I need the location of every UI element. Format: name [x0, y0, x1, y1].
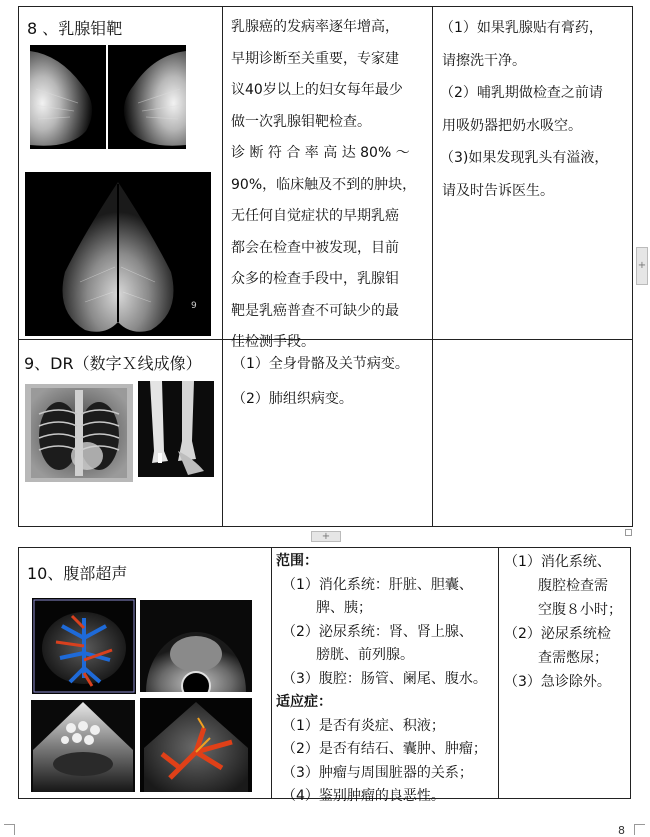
- table-insert-column-icon[interactable]: +: [636, 247, 648, 285]
- description-line: 都会在检查中被发现，目前: [231, 239, 399, 256]
- scope-line: （2）泌尿系统：肾、肾上腺、: [282, 623, 473, 640]
- section8-notes: [440, 12, 630, 207]
- description-line: 乳腺癌的发病率逐年增高，: [231, 19, 399, 35]
- section10-notes: [504, 550, 632, 694]
- scope-heading: 范围：: [276, 553, 318, 569]
- description-line: 做一次乳腺钼靶检查。: [231, 113, 371, 130]
- section9-empty-cell: [433, 340, 633, 527]
- description-line: 众多的检查手段中，乳腺钼: [231, 271, 399, 287]
- section10-title: 10、腹部超声: [27, 564, 128, 583]
- table-insert-row-icon[interactable]: +: [311, 531, 341, 542]
- indication-line: （2）是否有结石、囊肿、肿瘤；: [282, 741, 487, 757]
- note-line: 腹腔检查需: [538, 578, 608, 594]
- margin-corner-mark: [634, 824, 645, 835]
- section10-scope: [276, 550, 500, 809]
- mammogram-bilateral-image: [25, 172, 211, 336]
- description-line: 早期诊断至关重要，专家建: [231, 50, 399, 67]
- table-resize-handle[interactable]: [625, 529, 632, 536]
- chest-xray-image: [25, 384, 133, 482]
- note-line: 请及时告诉医生。: [442, 182, 554, 199]
- item-line: （2）肺组织病变。: [232, 391, 353, 407]
- note-line: （2）哺乳期做检查之前请: [440, 85, 603, 101]
- item-line: （1）全身骨骼及关节病变。: [232, 356, 409, 372]
- description-line: 靶是乳癌普查不可缺少的最: [231, 302, 399, 319]
- note-line: 用吸奶器把奶水吸空。: [442, 117, 582, 134]
- ultrasound-prostate-image: [140, 600, 252, 692]
- svg-text:9: 9: [191, 301, 197, 311]
- indication-line: （1）是否有炎症、积液；: [282, 717, 445, 734]
- description-line: 无任何自觉症状的早期乳癌: [231, 208, 399, 224]
- mammogram-right-image: [108, 45, 186, 149]
- section8-title: 8 、乳腺钼靶: [27, 19, 123, 38]
- note-line: （3)如果发现乳头有溢液，: [440, 150, 609, 166]
- scope-line: 膀胱、前列腺。: [316, 647, 414, 663]
- description-line: 议40岁以上的妇女每年最少: [231, 82, 403, 98]
- note-line: （2）泌尿系统检: [504, 626, 611, 642]
- note-line: （1）如果乳腺贴有膏药，: [440, 20, 603, 36]
- note-line: 请擦洗干净。: [442, 52, 526, 69]
- ultrasound-liver-image: [140, 698, 252, 792]
- leg-xray-image: [138, 381, 214, 477]
- indication-heading: 适应症：: [276, 694, 332, 710]
- scope-line: （3）腹腔：肠管、阑尾、腹水。: [282, 670, 487, 687]
- description-line: 佳检测手段。: [231, 334, 315, 350]
- margin-corner-mark: [4, 824, 15, 835]
- description-line: 诊 断 符 合 率 高 达 80% ～: [231, 145, 410, 161]
- note-line: 查需憋尿；: [538, 650, 608, 666]
- ultrasound-doppler-image: [32, 598, 136, 694]
- description-line: 90%，临床触及不到的肿块，: [231, 176, 417, 193]
- scope-line: （1）消化系统：肝脏、胆囊、: [282, 576, 473, 593]
- section9-title: 9、DR（数字Ｘ线成像）: [24, 354, 202, 373]
- indication-line: （3）肿瘤与周围脏器的关系；: [282, 764, 473, 781]
- scope-line: 脾、胰；: [316, 600, 372, 616]
- indication-line: （4）鉴别肿瘤的良恶性。: [282, 788, 445, 804]
- note-line: （1）消化系统、: [504, 554, 611, 570]
- note-line: 空腹８小时；: [538, 602, 622, 618]
- ultrasound-abdomen-image: [31, 700, 135, 792]
- mammogram-left-image: [30, 45, 106, 149]
- note-line: （3）急诊除外。: [504, 674, 611, 690]
- section8-description: [231, 12, 431, 359]
- page-number: 8: [618, 824, 625, 837]
- section9-items: [232, 347, 432, 417]
